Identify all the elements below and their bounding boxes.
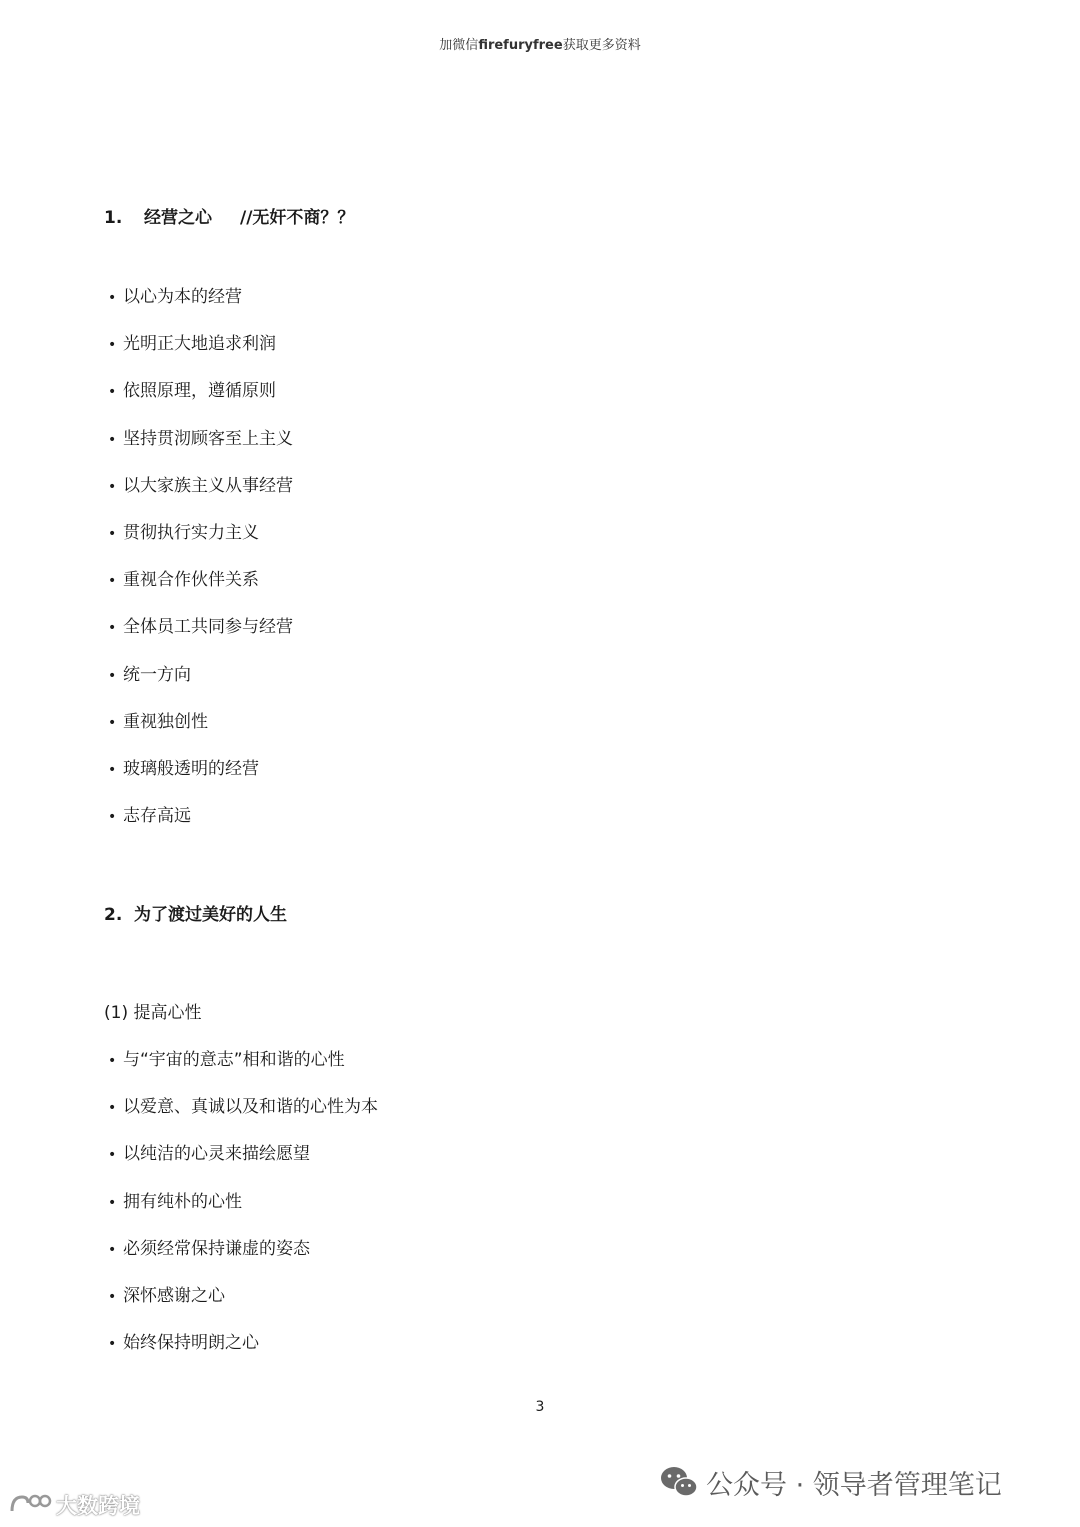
page-number: 3 xyxy=(535,1399,545,1415)
header-text-after: 获取更多资料 xyxy=(562,38,641,53)
bullet-icon: • xyxy=(108,1289,117,1305)
list-item xyxy=(108,1234,310,1259)
bullet-icon: • xyxy=(108,1194,117,1211)
list-item xyxy=(108,1092,378,1117)
bullet-icon: • xyxy=(108,1241,117,1258)
watermark-brand xyxy=(8,1490,140,1520)
bullet-icon: • xyxy=(108,714,117,731)
section-1-subtitle: //无奸不商？？ xyxy=(240,208,355,228)
list-item-text: 坚持贯沏顾客至上主义 xyxy=(123,428,293,449)
section-2-sublabel: (1) 提高心性 xyxy=(104,1003,202,1023)
list-item-text: 必须经常保持谦虚的姿态 xyxy=(123,1238,310,1259)
list-item xyxy=(108,329,276,354)
list-item xyxy=(108,471,293,496)
bullet-icon: • xyxy=(108,1100,117,1117)
bullet-icon: • xyxy=(108,809,117,826)
bullet-icon: • xyxy=(108,1053,117,1069)
bullet-icon: • xyxy=(108,384,117,401)
section-2-number: 2. xyxy=(104,905,123,925)
list-item xyxy=(108,1328,259,1353)
list-item-text: 以爱意、真诚以及和谐的心性为本 xyxy=(123,1097,378,1118)
list-item xyxy=(108,282,242,307)
watermark-wechat xyxy=(660,1462,1002,1502)
bullet-icon: • xyxy=(108,526,117,542)
list-item-text: 志存高远 xyxy=(123,806,191,827)
list-item-text: 以大家族主义从事经营 xyxy=(123,475,293,496)
list-item xyxy=(108,376,276,401)
list-item-text: 以心为本的经营 xyxy=(123,287,242,307)
bullet-icon: • xyxy=(108,667,117,684)
list-item xyxy=(108,565,259,590)
bullet-icon: • xyxy=(108,620,117,637)
list-item-text: 全体员工共同参与经营 xyxy=(123,617,293,638)
watermark-left-text: 大数跨境 xyxy=(56,1494,140,1518)
bullet-icon: • xyxy=(108,1336,117,1353)
list-item-text: 拥有纯朴的心性 xyxy=(123,1191,242,1212)
list-item-text: 贯彻执行实力主义 xyxy=(123,523,259,543)
page-header xyxy=(0,34,1080,53)
list-item-text: 玻璃般透明的经营 xyxy=(123,759,259,779)
list-item xyxy=(108,660,191,685)
list-item xyxy=(108,754,259,779)
list-item xyxy=(108,1187,242,1212)
list-item-text: 深怀感谢之心 xyxy=(123,1286,225,1306)
section-2-heading xyxy=(104,900,287,925)
list-item xyxy=(108,424,293,449)
list-item xyxy=(108,1045,345,1070)
list-item-text: 光明正大地追求利润 xyxy=(123,334,276,355)
list-item xyxy=(108,612,293,637)
section-1-heading xyxy=(104,203,354,228)
watermark-right-text: 公众号 · 领导者管理笔记 xyxy=(706,1469,1002,1501)
list-item xyxy=(108,707,208,732)
list-item-text: 以纯洁的心灵来描绘愿望 xyxy=(123,1144,310,1165)
bullet-icon: • xyxy=(108,573,117,590)
list-item-text: 始终保持明朗之心 xyxy=(123,1333,259,1354)
list-item xyxy=(108,518,259,543)
bullet-icon: • xyxy=(108,762,117,778)
bullet-icon: • xyxy=(108,478,117,495)
brand-logo-icon xyxy=(8,1493,52,1517)
section-1-number: 1. xyxy=(104,208,123,228)
list-item-text: 统一方向 xyxy=(123,664,191,685)
list-item-text: 重视独创性 xyxy=(123,711,208,732)
bullet-icon: • xyxy=(108,337,117,354)
bullet-icon: • xyxy=(108,1147,117,1164)
wechat-icon xyxy=(660,1465,698,1499)
list-item xyxy=(108,801,191,826)
list-item-text: 依照原理，遵循原则 xyxy=(123,381,276,402)
list-item-text: 与“宇宙的意志”相和谐的心性 xyxy=(123,1050,345,1070)
bullet-icon: • xyxy=(108,290,117,306)
list-item xyxy=(108,1139,310,1164)
bullet-icon: • xyxy=(108,431,117,448)
header-text-before: 加微信 xyxy=(439,38,479,53)
list-item-text: 重视合作伙伴关系 xyxy=(123,570,259,591)
section-1-title: 经营之心 xyxy=(144,208,212,228)
list-item xyxy=(108,1281,225,1306)
section-2-title: 为了渡过美好的人生 xyxy=(134,905,287,925)
header-text-bold: firefuryfree xyxy=(478,38,563,53)
